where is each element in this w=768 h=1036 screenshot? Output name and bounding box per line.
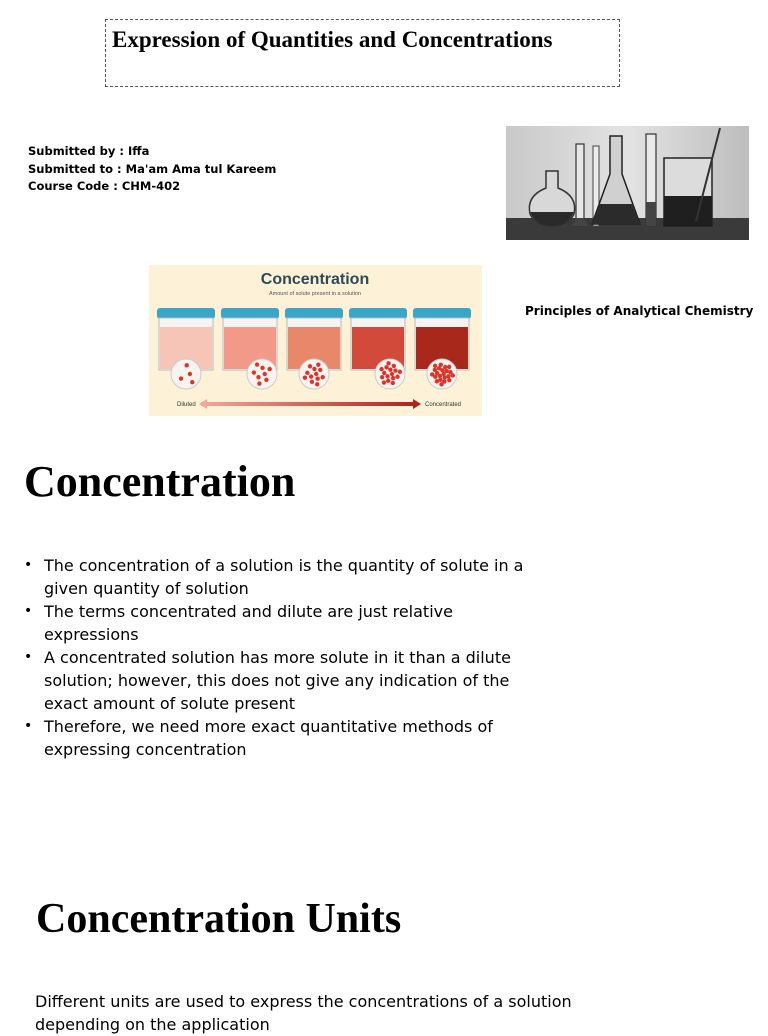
submitted-to: Submitted to : Ma'am Ama tul Kareem xyxy=(28,161,277,176)
concentration-bullets xyxy=(24,554,524,761)
diluted-label: Diluted xyxy=(177,402,196,408)
bullet-item: • Therefore, we need more exact quantitative methods of expressing concentration xyxy=(24,717,493,759)
bullet-item: • A concentrated solution has more solute in it than a dilute solution; however, this does not give any indication of the exact amount of solute present xyxy=(24,648,511,713)
lab-glassware-photo xyxy=(506,126,749,240)
bullet-dot-icon: • xyxy=(24,557,33,573)
submission-info xyxy=(28,143,276,196)
concentration-units-paragraph: Different units are used to express the concentrations of a solution depending on the application xyxy=(35,992,572,1034)
title-box xyxy=(105,19,620,87)
bullet-dot-icon: • xyxy=(24,603,33,619)
submitted-by: Submitted by : Iffa xyxy=(28,144,150,158)
figure-subtitle: Amount of solute present in a solution xyxy=(268,291,362,297)
document-title: Expression of Quantities and Concentrations xyxy=(112,27,553,52)
course-code: Course Code : CHM-402 xyxy=(28,179,181,193)
bullet-item: • The concentration of a solution is the quantity of solute in a given quantity of solution xyxy=(24,556,524,598)
section-heading-concentration: Concentration xyxy=(24,457,296,506)
bullet-dot-icon: • xyxy=(24,718,33,734)
concentration-illustration xyxy=(149,265,482,416)
bullet-item: • The terms concentrated and dilute are just relative expressions xyxy=(24,602,453,644)
concentrated-label: Concentrated xyxy=(425,402,462,408)
course-subject-caption: Principles of Analytical Chemistry xyxy=(525,304,754,318)
figure-title: Concentration xyxy=(260,271,370,288)
section-heading-concentration-units: Concentration Units xyxy=(36,896,402,942)
bullet-dot-icon: • xyxy=(24,649,33,665)
